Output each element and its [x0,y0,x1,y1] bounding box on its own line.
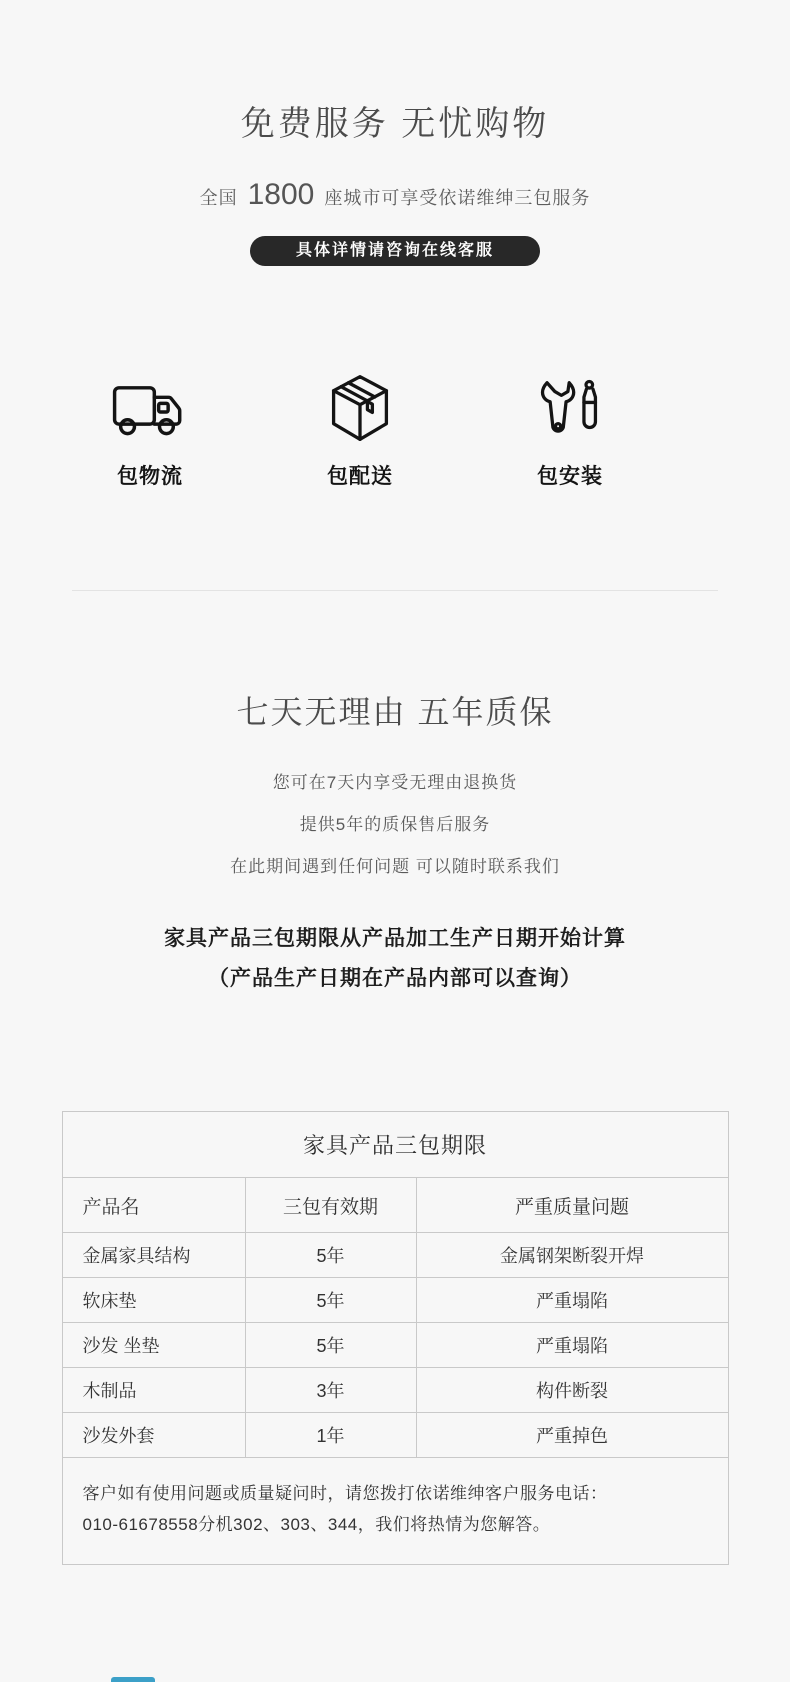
cell-product: 木制品 [62,1368,245,1413]
service-phone-line1: 客户如有使用问题或质量疑问时，请您拨打依诺维绅客户服务电话： [82,1484,608,1503]
section-divider [72,590,718,591]
subtitle-suffix: 座城市可享受依诺维绅三包服务 [318,188,591,208]
service-item-label: 包配送 [327,465,393,488]
cell-period: 5年 [245,1233,416,1278]
table-row [62,1413,728,1458]
cell-issue: 严重塌陷 [416,1278,728,1323]
cell-period: 5年 [245,1278,416,1323]
service-phone-line2: 010-61678558分机302、303、344，我们将热情为您解答。 [82,1515,551,1534]
table-title-row [62,1112,728,1178]
cell-period: 3年 [245,1368,416,1413]
package-icon [295,366,425,444]
table-title: 家具产品三包期限 [62,1112,728,1178]
service-items-row [85,366,635,490]
warranty-line: 您可在7天内享受无理由退换货 [272,773,518,792]
service-item-install [505,366,635,490]
service-item-logistics [85,366,215,490]
table-row [62,1323,728,1368]
service-button-row [0,236,790,266]
column-header-product: 产品名 [62,1178,245,1233]
warranty-note-line1: 家具产品三包期限从产品加工生产日期开始计算 [164,927,626,950]
cell-issue: 严重掉色 [416,1413,728,1458]
truck-icon [85,366,215,444]
cell-product: 沙发 坐垫 [62,1323,245,1368]
service-item-label: 包物流 [117,465,183,488]
cell-product: 金属家具结构 [62,1233,245,1278]
cell-period: 1年 [245,1413,416,1458]
customer-service-note [62,1458,728,1565]
contact-service-button[interactable]: 具体详情请咨询在线客服 [250,236,540,266]
table-row [62,1278,728,1323]
subtitle-prefix: 全国 [199,188,244,208]
cell-period: 5年 [245,1323,416,1368]
warranty-section-title: 七天无理由 五年质保 [236,694,554,730]
cell-issue: 金属钢架断裂开焊 [416,1233,728,1278]
cell-issue: 构件断裂 [416,1368,728,1413]
service-item-delivery [295,366,425,490]
warranty-table [62,1111,729,1565]
warranty-description [0,771,790,879]
tools-icon [505,366,635,444]
warranty-note [0,919,790,999]
table-row [62,1368,728,1413]
city-count: 1800 [247,178,315,211]
warranty-line: 在此期间遇到任何问题 可以随时联系我们 [230,857,560,876]
warranty-line: 提供5年的质保售后服务 [299,815,491,834]
next-section-accent-bar [111,1677,155,1682]
cell-product: 沙发外套 [62,1413,245,1458]
table-footer-row [62,1458,728,1565]
service-item-label: 包安装 [537,465,603,488]
table-header-row [62,1178,728,1233]
services-subtitle [0,179,790,214]
cell-issue: 严重塌陷 [416,1323,728,1368]
column-header-issue: 严重质量问题 [416,1178,728,1233]
cell-product: 软床垫 [62,1278,245,1323]
table-row [62,1233,728,1278]
column-header-period: 三包有效期 [245,1178,416,1233]
services-section-title: 免费服务 无忧购物 [240,105,550,143]
warranty-note-line2: （产品生产日期在产品内部可以查询） [208,967,582,990]
